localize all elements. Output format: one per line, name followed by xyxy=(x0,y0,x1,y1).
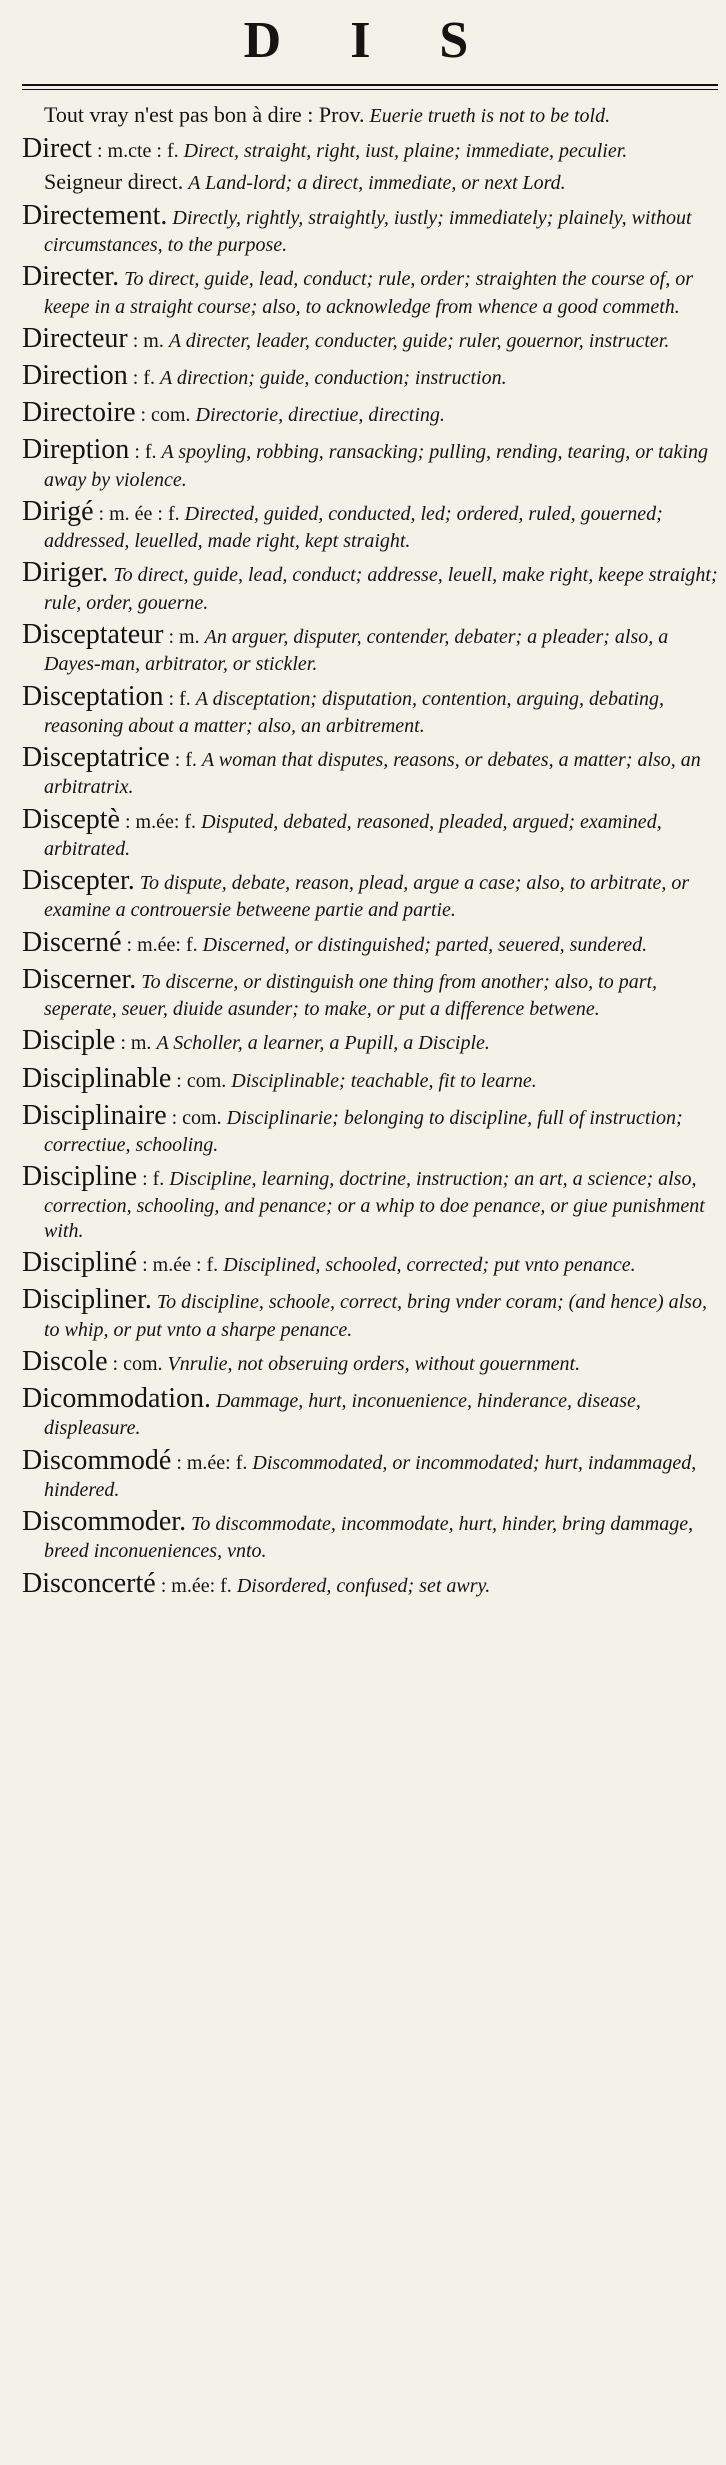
entry-headword: Discepter. xyxy=(22,865,135,897)
dictionary-entry xyxy=(22,433,718,492)
dictionary-entry xyxy=(22,926,718,960)
entry-grammar: : m.ée: f. xyxy=(126,933,198,956)
entry-grammar: : com. xyxy=(140,404,191,427)
entry-headword: Diriger. xyxy=(22,557,109,589)
entry-grammar: : f. xyxy=(168,687,191,710)
header-rule xyxy=(22,84,718,90)
entry-headword: Discerné xyxy=(22,926,122,958)
entry-grammar: : m.ée: f. xyxy=(160,1574,232,1597)
entry-headword: Disceptation xyxy=(22,680,164,712)
dictionary-entry xyxy=(22,1345,718,1379)
entry-headword: Directeur xyxy=(22,322,128,354)
entry-headword: Dirigé xyxy=(22,495,94,527)
entry-definition: Euerie trueth is not to be told. xyxy=(369,105,611,127)
dictionary-entry xyxy=(22,1283,718,1342)
dictionary-entry xyxy=(22,322,718,356)
entry-headword: Directer. xyxy=(22,261,120,293)
entry-definition: Directorie, directiue, directing. xyxy=(195,404,445,427)
entry-definition: A woman that disputes, reasons, or debates, a matter; also, an arbitratrix. xyxy=(44,749,701,799)
entry-grammar: : com. xyxy=(171,1106,222,1129)
entry-definition: Disciplinarie; belonging to discipline, full of instruction; correctiue, schooling. xyxy=(44,1106,683,1156)
entry-headword: Directoire xyxy=(22,397,136,429)
entry-definition: Directly, rightly, straightly, iustly; immediately; plainely, without circumstances, to the purpose. xyxy=(44,206,692,256)
dictionary-entry xyxy=(22,1505,718,1564)
dictionary-entry xyxy=(22,741,718,800)
dictionary-entry xyxy=(22,803,718,862)
entry-headword: Discommoder. xyxy=(22,1506,187,1538)
entry-definition: To discommodate, incommodate, hurt, hinder, bring dammage, breed inconueniences, vnto. xyxy=(44,1513,694,1563)
dictionary-entry xyxy=(22,132,718,166)
entry-definition: A direction; guide, conduction; instruction. xyxy=(159,367,507,390)
entry-headword: Direct xyxy=(22,132,92,164)
entry-headword: Discole xyxy=(22,1345,108,1377)
entry-grammar: : com. xyxy=(112,1352,163,1375)
entry-headword: Disconcerté xyxy=(22,1567,156,1599)
page-header: D I S xyxy=(243,12,497,69)
entry-headword: Disceptè xyxy=(22,803,120,835)
entry-definition: To direct, guide, lead, conduct; addresse, leuell, make right, keepe straight; rule, order, gouerne. xyxy=(44,564,718,614)
entry-definition: An arguer, disputer, contender, debater; a pleader; also, a Dayes-man, arbitrator, or stickler. xyxy=(44,626,669,676)
entry-headword: Disceptatrice xyxy=(22,742,170,774)
entry-definition: Disciplinable; teachable, fit to learne. xyxy=(231,1069,537,1092)
entry-headword: Disciplinable xyxy=(22,1062,172,1094)
entry-definition: To direct, guide, lead, conduct; rule, order; straighten the course of, or keepe in a straight course; also, to acknowledge from whence a good commeth. xyxy=(44,268,693,318)
entry-grammar: : f. xyxy=(142,1168,165,1191)
entry-definition: Disciplined, schooled, corrected; put vnto penance. xyxy=(223,1254,636,1277)
entry-definition: A Land-lord; a direct, immediate, or next Lord. xyxy=(188,171,566,194)
entry-headword: Disciplinaire xyxy=(22,1099,167,1131)
dictionary-entry xyxy=(22,680,718,739)
dictionary-entry xyxy=(22,963,718,1022)
entry-headword: Disciple xyxy=(22,1025,116,1057)
entry-grammar: : m. xyxy=(120,1032,152,1055)
entry-grammar: : com. xyxy=(176,1069,227,1092)
entry-list xyxy=(22,102,718,1601)
dictionary-entry xyxy=(22,1062,718,1096)
entry-definition: A directer, leader, conducter, guide; ruler, gouernor, instructer. xyxy=(168,329,670,352)
entry-grammar: : m.ée: f. xyxy=(124,810,197,833)
entry-definition: A spoyling, robbing, ransacking; pulling, rending, tearing, or taking away by violence. xyxy=(44,441,708,491)
dictionary-entry xyxy=(22,260,718,319)
entry-headword: Disceptateur xyxy=(22,619,164,651)
entry-definition: Directed, guided, conducted, led; ordered, ruled, gouerned; addressed, leuelled, made right, kept straight. xyxy=(44,502,663,553)
dictionary-entry xyxy=(22,864,718,923)
dictionary-entry xyxy=(22,199,718,258)
entry-headword: Discipline xyxy=(22,1161,138,1193)
dictionary-entry xyxy=(22,1444,718,1503)
entry-headword: Discerner. xyxy=(22,963,137,995)
entry-definition: To dispute, debate, reason, plead, argue a case; also, to arbitrate, or examine a controuersie betweene partie and partie. xyxy=(44,872,690,922)
entry-definition: To discipline, schoole, correct, bring vnder coram; (and hence) also, to whip, or put vnto a sharpe penance. xyxy=(44,1291,707,1341)
entry-headword: Discommodé xyxy=(22,1444,172,1476)
dictionary-entry xyxy=(22,618,718,677)
entry-grammar: : m.cte : f. xyxy=(96,139,179,162)
dictionary-entry xyxy=(22,396,718,430)
entry-headword: Dicommodation. xyxy=(22,1383,211,1415)
dictionary-entry xyxy=(22,1567,718,1601)
entry-definition: Discipline, learning, doctrine, instruction; an art, a science; also, correction, schooling, and penance; or a whip to doe penance, or giue punishment with. xyxy=(44,1168,705,1242)
entry-definition: Discommodated, or incommodated; hurt, indammaged, hindered. xyxy=(44,1451,697,1501)
entry-grammar: : m. xyxy=(132,329,164,352)
entry-definition: A Scholler, a learner, a Pupill, a Disciple. xyxy=(156,1032,490,1055)
entry-headword: Discipliné xyxy=(22,1247,138,1279)
entry-definition: Discerned, or distinguished; parted, seuered, sundered. xyxy=(202,933,648,956)
dictionary-entry xyxy=(22,169,718,196)
entry-definition: Direct, straight, right, iust, plaine; immediate, peculier. xyxy=(183,139,628,162)
dictionary-entry xyxy=(22,1246,718,1280)
entry-headword: Seigneur direct. xyxy=(44,168,184,194)
dictionary-entry xyxy=(22,495,718,554)
entry-grammar: : m. ée : f. xyxy=(98,502,180,525)
entry-grammar: : m.ée: f. xyxy=(176,1451,248,1474)
dictionary-entry xyxy=(22,102,718,129)
entry-grammar: : m. xyxy=(168,626,200,649)
entry-definition: To discerne, or distinguish one thing from another; also, to part, seperate, seuer, diuide asunder; to make, or put a difference betwene. xyxy=(44,970,658,1021)
entry-headword: Direction xyxy=(22,360,128,392)
entry-grammar: : f. xyxy=(174,749,197,772)
entry-headword: Direption xyxy=(22,434,130,466)
dictionary-entry xyxy=(22,1382,718,1441)
entry-grammar: : m.ée : f. xyxy=(142,1254,219,1277)
dictionary-entry xyxy=(22,359,718,393)
entry-definition: Disordered, confused; set awry. xyxy=(236,1574,491,1597)
dictionary-entry xyxy=(22,1099,718,1158)
entry-headword: Directement. xyxy=(22,199,168,231)
dictionary-entry xyxy=(22,556,718,615)
entry-grammar: : f. xyxy=(132,367,155,390)
dictionary-entry xyxy=(22,1024,718,1058)
dictionary-entry xyxy=(22,1160,718,1243)
entry-headword: Discipliner. xyxy=(22,1284,152,1316)
entry-definition: Disputed, debated, reasoned, pleaded, argued; examined, arbitrated. xyxy=(44,810,662,860)
entry-headword: Tout vray n'est pas bon à dire : Prov. xyxy=(44,102,365,127)
entry-grammar: : f. xyxy=(134,441,157,464)
entry-definition: Vnrulie, not obseruing orders, without gouernment. xyxy=(167,1352,581,1375)
entry-definition: A disceptation; disputation, contention, arguing, debating, reasoning about a matter; also, an arbitrement. xyxy=(44,687,665,737)
entry-definition: Dammage, hurt, inconuenience, hinderance, disease, displeasure. xyxy=(44,1390,641,1440)
